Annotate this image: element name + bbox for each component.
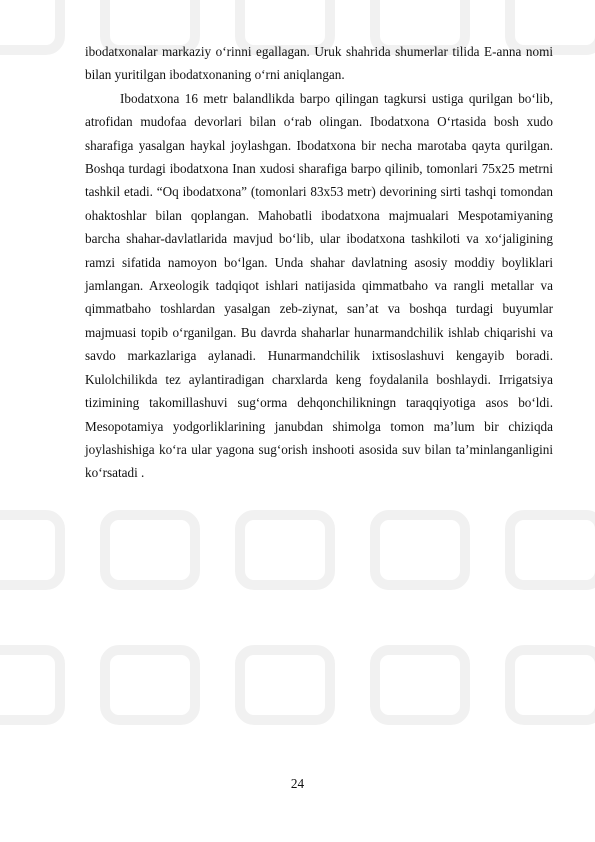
page-number: 24 xyxy=(290,776,305,791)
paragraph-continuation: ibodatxonalar markaziy o‘rinni egallagan. Uruk shahrida shumerlar tilida E-anna nomi bilan yuritilgan ibodatxonaning o‘rni aniqlangan. xyxy=(85,44,553,83)
paragraph-ibodatxona: Ibodatxona 16 metr balandlikda barpo qilingan tagkursi ustiga qurilgan bo‘lib, atrofidan mudofaa devorlari bilan o‘rab olingan. Ibodatxona O‘rtasida bosh xudo sharafiga yasalgan haykal joylashgan. Ibodatxona bir necha marotaba qayta qurilgan. Boshqa turdagi ibodatxona Inan xudosi sharafiga barpo qilinib, tomonlari 75x25 metrni tashkil etadi. “Oq ibodatxona” (tomonlari 83x53 metr) devorining sirti tashqi tomondan ohaktoshlar bilan qoplangan. Mahobatli ibodatxona majmualari Mespotamiyaning barcha shahar-davlatlarida mavjud bo‘lib, ular ibodatxona tashkiloti va xo‘jaligining ramzi sifatida namoyon bo‘lgan. Unda shahar davlatning asosiy moddiy boyliklari jamlangan. Arxeologik tadqiqot ishlari natijasida qimmatbaho va rangli metallar va qimmatbaho toshlardan yasalgan zeb-ziynat, san’at va boshqa turdagi buyumlar majmuasi topib o‘rganilgan. Bu davrda shaharlar hunarmandchilik ishlab chiqarishi va savdo markazlariga aylanadi. Hunarmandchilik ixtisoslashuvi kengayib boradi. Kulolchilikda tez aylantiradigan charxlarda keng foydalanila boshlaydi. Irrigatsiya tizimining takomillashuvi sug‘orma dehqonchilikningn taraqqiyotiga asos bo‘ldi. Mesopotamiya yodgorliklarining janubdan shimolga tomon ma’lum bir chiziqda joylashishiga ko‘ra ular yagona sug‘orish inshooti asosida suv bilan ta’minlanganligini ko‘rsatadi . xyxy=(85,90,553,481)
document-body xyxy=(85,40,553,485)
